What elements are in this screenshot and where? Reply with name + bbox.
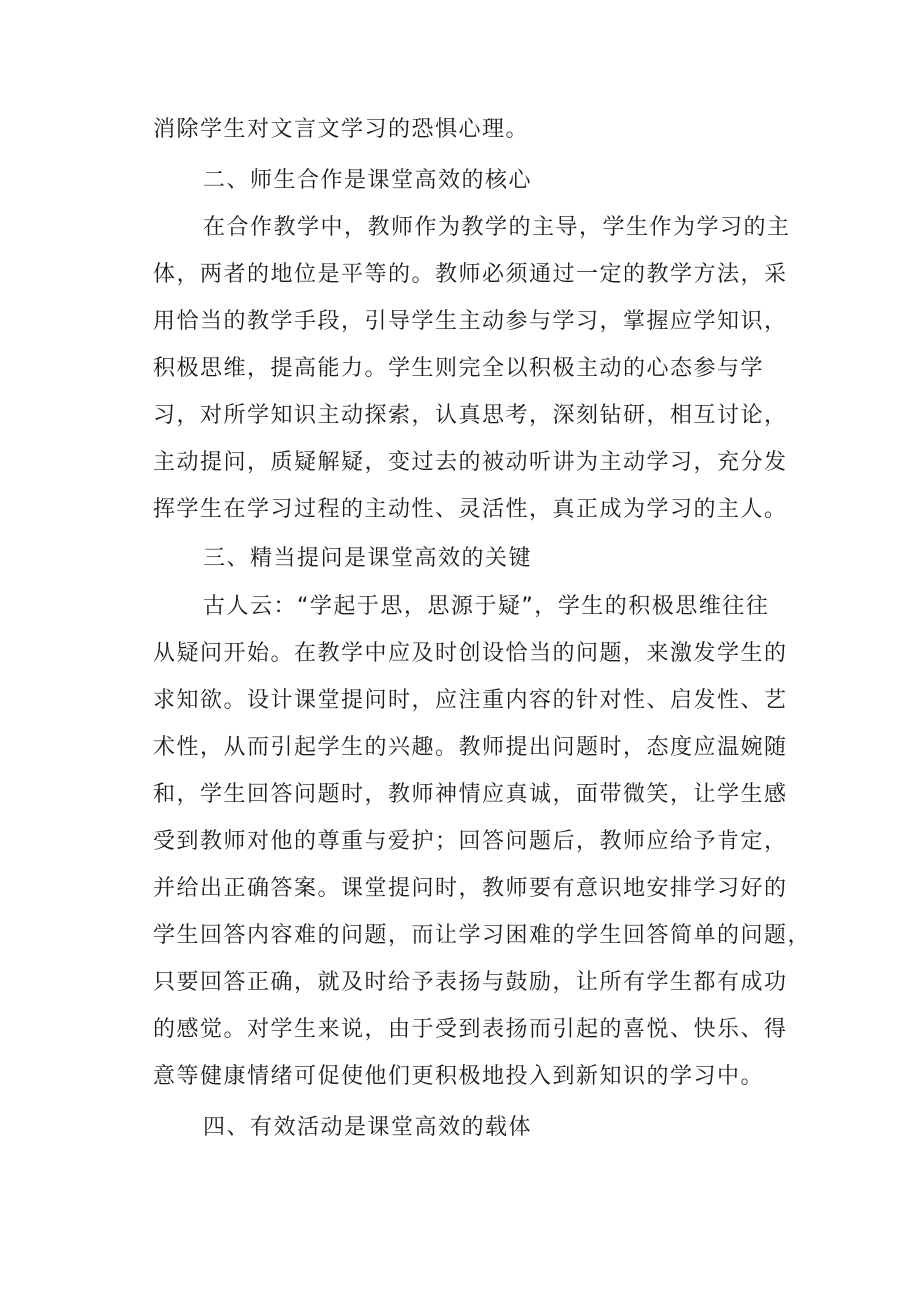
section-heading-2: 二、师生合作是课堂高效的核心 <box>203 168 533 193</box>
paragraph-line: 主动提问，质疑解疑，变过去的被动听讲为主动学习，充分发 <box>153 450 788 475</box>
section-heading-4: 四、有效活动是课堂高效的载体 <box>203 1115 533 1140</box>
paragraph-line: 意等健康情绪可促使他们更积极地投入到新知识的学习中。 <box>153 1064 765 1089</box>
paragraph-line: 的感觉。对学生来说，由于受到表扬而引起的喜悦、快乐、得 <box>153 1017 788 1042</box>
paragraph-line: 习，对所学知识主动探索，认真思考，深刻钻研，相互讨论， <box>153 403 788 428</box>
paragraph-line: 并给出正确答案。课堂提问时，教师要有意识地安排学习好的 <box>153 876 788 901</box>
paragraph-line: 只要回答正确，就及时给予表扬与鼓励，让所有学生都有成功 <box>153 970 788 995</box>
paragraph-line: 体，两者的地位是平等的。教师必须通过一定的教学方法，采 <box>153 262 788 287</box>
paragraph-line: 古人云：“学起于思，思源于疑”，学生的积极思维往往 <box>203 594 770 619</box>
paragraph-line: 用恰当的教学手段，引导学生主动参与学习，掌握应学知识， <box>153 309 788 334</box>
paragraph-line: 学生回答内容难的问题，而让学习困难的学生回答简单的问题， <box>153 923 812 948</box>
paragraph-line: 和，学生回答问题时，教师神情应真诚，面带微笑，让学生感 <box>153 782 788 807</box>
paragraph-line: 求知欲。设计课堂提问时，应注重内容的针对性、启发性、艺 <box>153 688 788 713</box>
paragraph-line: 消除学生对文言文学习的恐惧心理。 <box>153 117 530 142</box>
paragraph-line: 在合作教学中，教师作为教学的主导，学生作为学习的主 <box>203 215 791 240</box>
paragraph-line: 术性，从而引起学生的兴趣。教师提出问题时，态度应温婉随 <box>153 735 788 760</box>
paragraph-line: 积极思维，提高能力。学生则完全以积极主动的心态参与学 <box>153 356 765 381</box>
paragraph-line: 挥学生在学习过程的主动性、灵活性，真正成为学习的主人。 <box>153 497 788 522</box>
paragraph-line: 受到教师对他的尊重与爱护；回答问题后，教师应给予肯定， <box>153 829 788 854</box>
paragraph-line: 从疑问开始。在教学中应及时创设恰当的问题，来激发学生的 <box>153 641 788 666</box>
section-heading-3: 三、精当提问是课堂高效的关键 <box>203 546 533 571</box>
